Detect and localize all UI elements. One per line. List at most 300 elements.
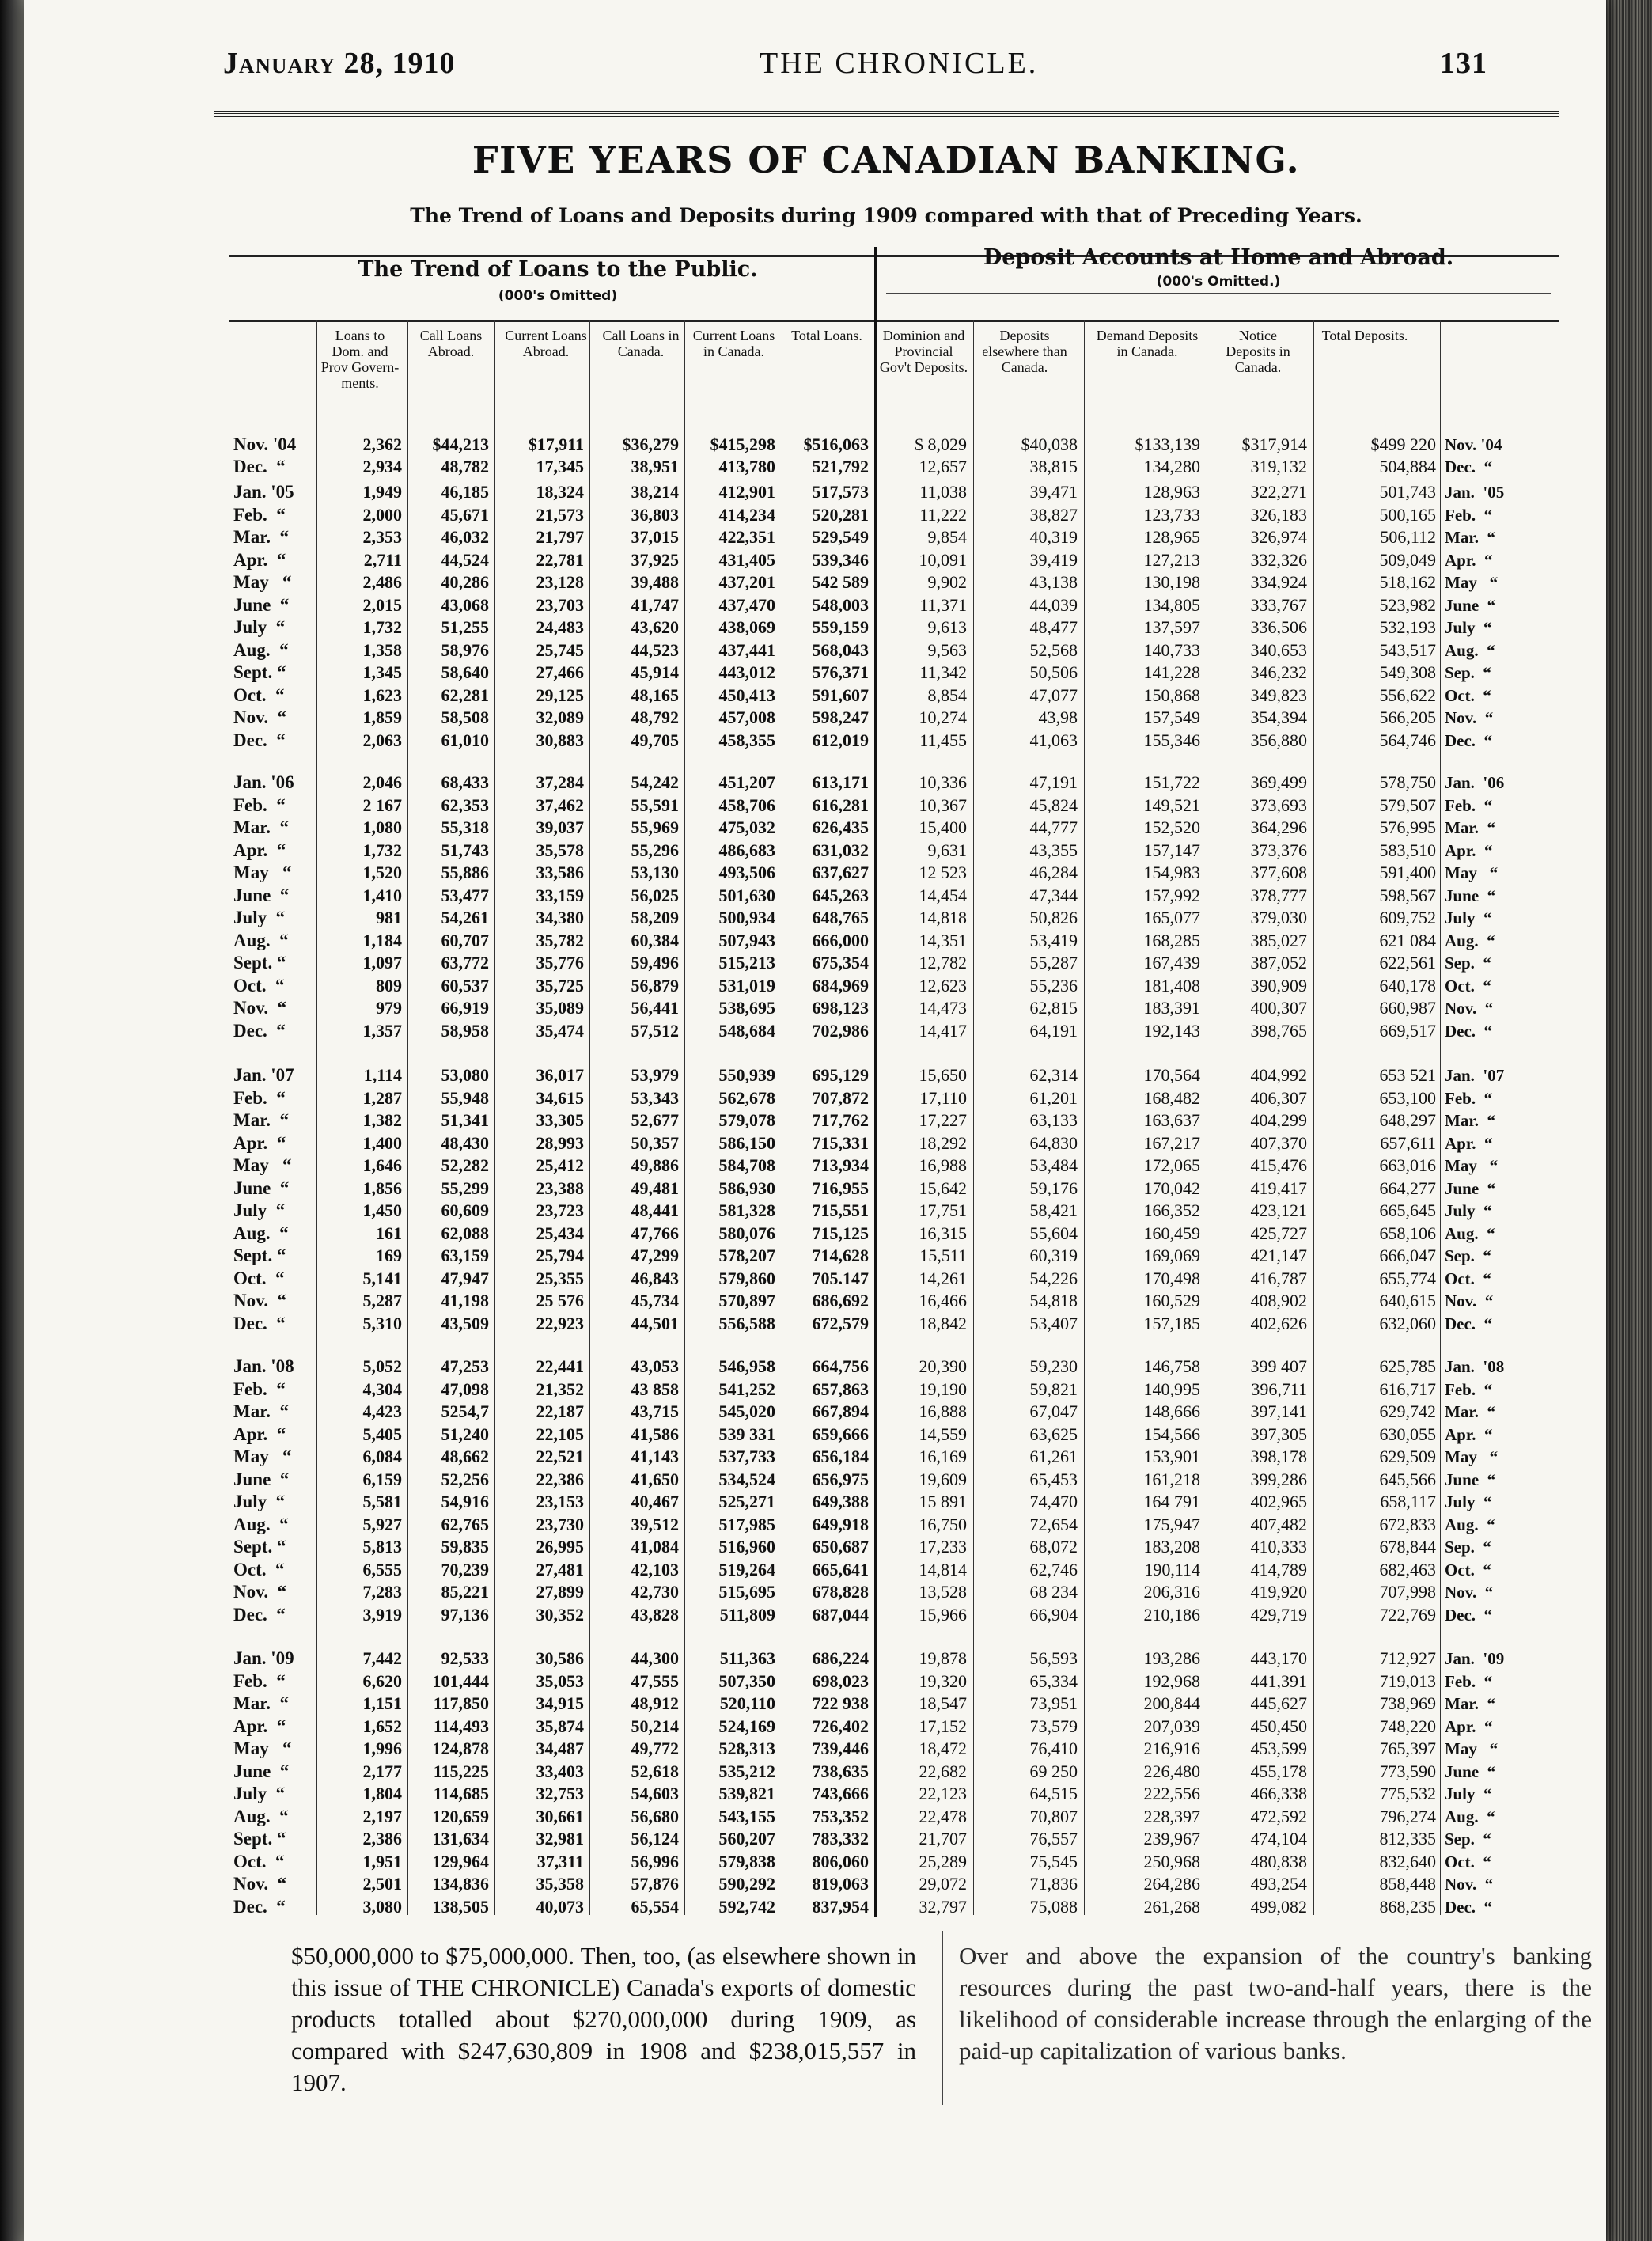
row-month-label: Jan. '09 [233,1648,294,1668]
loan-value-cell: 44,523 [631,639,679,660]
loan-value-cell: 54,603 [631,1784,679,1803]
table-row [24,1290,1606,1312]
loan-value-cell: 48,912 [631,1693,679,1713]
row-month-label-right: Apr. “ [1445,840,1493,860]
loan-value-cell: 695,129 [812,1065,869,1085]
header-rule [214,111,1559,117]
deposit-value-cell: 15,966 [919,1604,967,1625]
loan-value-cell: 515,695 [718,1582,775,1602]
deposit-value-cell: 149,521 [1143,794,1200,815]
deposit-value-cell: 43,138 [1029,572,1078,592]
row-month-label: Oct. “ [233,1559,285,1579]
loan-value-cell: $516,063 [803,434,869,454]
row-month-label: Nov. '04 [233,434,297,454]
row-month-label-right: Jan. '08 [1445,1357,1505,1376]
loan-value-cell: 21,352 [536,1378,584,1399]
deposit-value-cell: 14,417 [919,1020,967,1041]
loan-value-cell: 85,221 [441,1582,489,1602]
loan-value-cell: 131,634 [432,1829,489,1849]
loan-value-cell: 55,318 [441,817,489,837]
table-row [24,1806,1606,1828]
row-month-label: Dec. “ [233,1604,286,1625]
loan-value-cell: 57,512 [631,1020,679,1041]
loan-value-cell: 541,252 [718,1378,775,1399]
deposit-value-cell: 12,782 [919,953,967,973]
loan-value-cell: 39,512 [631,1514,679,1534]
deposit-value-cell: 390,909 [1250,975,1307,995]
loan-value-cell: 579,838 [718,1851,775,1871]
loan-value-cell: 115,225 [433,1761,489,1781]
row-month-label: June “ [233,1761,290,1781]
loan-value-cell: 48,441 [631,1200,679,1220]
loan-value-cell: 70,239 [441,1559,489,1579]
loan-value-cell: 1,287 [362,1087,402,1108]
deposit-value-cell: 625,785 [1379,1356,1436,1376]
loan-value-cell: 631,032 [812,840,869,860]
loan-value-cell: $415,298 [710,434,775,454]
deposit-value-cell: 18,472 [919,1739,967,1758]
deposit-value-cell: 53,407 [1029,1313,1078,1333]
deposit-value-cell: 369,499 [1250,772,1307,792]
loan-value-cell: 92,533 [441,1648,489,1668]
deposit-value-cell: 32,797 [919,1896,967,1917]
deposit-value-cell: 73,579 [1029,1716,1078,1736]
row-month-label: Aug. “ [233,1514,289,1534]
loan-value-cell: 50,357 [631,1132,679,1153]
table-row [24,952,1606,974]
table-row [24,1896,1606,1918]
deposit-value-cell: 76,557 [1029,1829,1078,1849]
loan-value-cell: 63,159 [441,1246,489,1265]
loan-value-cell: 41,747 [631,594,679,615]
deposit-value-cell: 10,274 [919,707,967,727]
loan-value-cell: 3,080 [362,1896,402,1917]
loan-value-cell: 457,008 [718,707,775,727]
deposit-value-cell: 11,371 [919,594,967,615]
deposit-value-cell: 71,836 [1029,1874,1078,1894]
row-month-label-right: June “ [1445,1469,1496,1489]
loan-value-cell: 47,253 [441,1356,489,1376]
deposit-value-cell: 200,844 [1143,1693,1200,1713]
loan-value-cell: 35,776 [536,953,584,973]
table-row [24,526,1606,548]
deposit-value-cell: 11,342 [919,662,967,682]
loan-value-cell: 36,017 [536,1065,584,1085]
deposit-value-cell: 16,888 [919,1401,967,1421]
loan-value-cell: 25,412 [536,1155,584,1175]
loan-value-cell: 458,706 [718,794,775,815]
loan-value-cell: 47,947 [441,1268,489,1288]
column-header: Dominion and Provincial Gov't Deposits. [879,328,968,375]
deposit-value-cell: 46,284 [1029,863,1078,882]
loan-value-cell: 97,136 [441,1604,489,1625]
deposit-value-cell: $40,038 [1021,434,1078,454]
deposit-value-cell: 17,751 [919,1200,967,1220]
deposit-value-cell: 14,559 [919,1424,967,1444]
loan-value-cell: 50,214 [631,1716,679,1736]
loan-value-cell: 521,792 [812,457,869,476]
deposit-value-cell: 579,507 [1379,794,1436,815]
deposit-value-cell: 66,904 [1029,1604,1078,1625]
loan-value-cell: 616,281 [812,794,869,815]
deposit-value-cell: 578,750 [1379,772,1436,792]
deposit-value-cell: 167,439 [1143,953,1200,973]
deposit-value-cell: 15,642 [919,1177,967,1198]
loan-value-cell: 53,979 [631,1065,679,1085]
loan-value-cell: 41,084 [631,1537,679,1557]
loan-value-cell: 716,955 [812,1177,869,1198]
deposit-value-cell: 707,998 [1379,1582,1436,1602]
deposit-value-cell: 63,625 [1029,1424,1078,1444]
loan-value-cell: 559,159 [812,617,869,637]
loan-value-cell: 507,350 [718,1670,775,1691]
loan-value-cell: 686,224 [812,1648,869,1668]
loan-value-cell: 161 [376,1223,402,1243]
deposit-value-cell: 168,285 [1143,930,1200,950]
deposit-value-cell: 660,987 [1379,998,1436,1018]
row-month-label-right: July “ [1445,1492,1492,1511]
deposit-value-cell: 8,854 [927,684,967,705]
table-row [24,1109,1606,1132]
loan-value-cell: 6,084 [362,1447,402,1466]
loan-value-cell: 47,098 [441,1378,489,1399]
deposit-value-cell: 655,774 [1379,1268,1436,1288]
deposit-value-cell: 48,477 [1029,617,1078,637]
loan-value-cell: 722 938 [812,1693,869,1713]
column-header-rule [229,320,1559,322]
deposit-value-cell: 402,965 [1250,1492,1307,1511]
loan-value-cell: 543,155 [718,1806,775,1826]
loan-value-cell: 507,943 [718,930,775,950]
loan-value-cell: 48,165 [631,684,679,705]
body-text-right: Over and above the expansion of the country's banking resources during the past two-and-half years, there is the likelihood of considerable increase through the enlarging of the paid-up capitalization of various banks. [959,1942,1592,2065]
loan-value-cell: 51,255 [441,617,489,637]
deposit-value-cell: 75,545 [1029,1851,1078,1871]
row-month-label: Sept. “ [233,1246,286,1265]
deposit-value-cell: 441,391 [1250,1670,1307,1691]
deposit-value-cell: 666,047 [1379,1246,1436,1265]
loan-value-cell: 22,441 [536,1356,584,1376]
deposit-value-cell: 68,072 [1029,1537,1078,1557]
loan-value-cell: 707,872 [812,1087,869,1108]
deposit-value-cell: 672,833 [1379,1514,1436,1534]
loan-value-cell: 579,078 [718,1110,775,1130]
deposit-value-cell: 137,597 [1143,617,1200,637]
loan-value-cell: 687,044 [812,1604,869,1625]
article-title: FIVE YEARS OF CANADIAN BANKING. [472,138,1301,181]
loan-value-cell: 101,444 [432,1670,489,1691]
deposit-value-cell: 399 407 [1250,1356,1307,1376]
deposit-value-cell: 583,510 [1379,840,1436,860]
table-row [24,1313,1606,1335]
row-month-label-right: July “ [1445,1784,1492,1803]
loan-value-cell: 25,794 [536,1246,584,1265]
deposit-value-cell: 416,787 [1250,1268,1307,1288]
loan-value-cell: 2,486 [362,572,402,592]
deposit-value-cell: 61,261 [1029,1447,1078,1466]
loan-value-cell: 25,355 [536,1268,584,1288]
loan-value-cell: 34,915 [536,1693,584,1713]
table-row [24,1693,1606,1715]
deposit-value-cell: 47,077 [1029,684,1078,705]
loan-value-cell: 33,586 [536,863,584,882]
loan-value-cell: 40,467 [631,1492,679,1511]
deposit-value-cell: 140,733 [1143,639,1200,660]
loan-value-cell: 22,781 [536,549,584,570]
loan-value-cell: 649,388 [812,1492,869,1511]
deposit-value-cell: $133,139 [1135,434,1200,454]
deposit-value-cell: 128,965 [1143,527,1200,547]
loan-value-cell: 666,000 [812,930,869,950]
table-row [24,1469,1606,1491]
row-month-label-right: June “ [1445,595,1496,615]
deposit-value-cell: 59,821 [1029,1378,1078,1399]
deposit-value-cell: 450,450 [1250,1716,1307,1736]
deposit-value-cell: 58,421 [1029,1200,1078,1220]
loan-value-cell: 35,474 [536,1020,584,1041]
loan-value-cell: 47,766 [631,1223,679,1243]
deposit-value-cell: 14,351 [919,930,967,950]
deposit-value-cell: 222,556 [1143,1784,1200,1803]
deposit-value-cell: 54,818 [1029,1291,1078,1310]
loan-value-cell: 743,666 [812,1784,869,1803]
row-month-label: Dec. “ [233,1313,286,1333]
loan-value-cell: 45,734 [631,1291,679,1310]
loan-value-cell: 717,762 [812,1110,869,1130]
deposit-value-cell: 543,517 [1379,639,1436,660]
article-subtitle: The Trend of Loans and Deposits during 1909 compared with that of Preceding Years. [410,204,1362,227]
row-month-label: Feb. “ [233,1087,286,1108]
loan-value-cell: 5,310 [362,1313,402,1333]
deposit-value-cell: 9,563 [927,639,967,660]
deposit-value-cell: 16,750 [919,1514,967,1534]
deposit-value-cell: 509,049 [1379,549,1436,570]
loan-value-cell: 517,985 [718,1514,775,1534]
loan-value-cell: 25 576 [536,1291,584,1310]
loan-value-cell: 32,981 [536,1829,584,1849]
deposit-value-cell: 14,473 [919,998,967,1018]
deposit-value-cell: 152,520 [1143,817,1200,837]
deposit-value-cell: 52,568 [1029,639,1078,660]
deposit-value-cell: 163,637 [1143,1110,1200,1130]
loan-value-cell: 114,493 [433,1716,489,1736]
deposit-value-cell: 65,453 [1029,1469,1078,1489]
table-row [24,1828,1606,1850]
deposit-value-cell: 62,815 [1029,998,1078,1018]
loan-value-cell: 35,089 [536,998,584,1018]
row-month-label-right: Apr. “ [1445,550,1493,570]
loan-value-cell: 579,860 [718,1268,775,1288]
loan-value-cell: 54,242 [631,772,679,792]
row-month-label-right: Mar. “ [1445,1402,1495,1421]
loan-value-cell: 35,874 [536,1716,584,1736]
loan-value-cell: 46,185 [441,482,489,502]
loan-value-cell: 5,813 [362,1537,402,1557]
deposit-value-cell: 19,190 [919,1378,967,1399]
loan-value-cell: 1,859 [362,707,402,727]
deposit-value-cell: 712,927 [1379,1648,1436,1668]
loan-value-cell: 2,353 [362,527,402,547]
loan-value-cell: 2,501 [362,1874,402,1894]
deposit-value-cell: 146,758 [1143,1356,1200,1376]
deposit-value-cell: 228,397 [1143,1806,1200,1826]
loan-value-cell: 819,063 [812,1874,869,1894]
loan-value-cell: 62,765 [441,1514,489,1534]
deposit-value-cell: 250,968 [1143,1851,1200,1871]
loan-value-cell: 539,821 [718,1784,775,1803]
deposit-value-cell: 38,815 [1029,457,1078,476]
loan-value-cell: 55,591 [631,794,679,815]
deposit-value-cell: 45,824 [1029,794,1078,815]
loan-value-cell: 2,197 [362,1806,402,1826]
deposit-value-cell: 775,532 [1379,1784,1436,1803]
loan-value-cell: 538,695 [718,998,775,1018]
loan-value-cell: 450,413 [718,684,775,705]
loan-value-cell: 1,623 [362,684,402,705]
loan-value-cell: 705.147 [812,1268,869,1288]
loan-value-cell: 61,010 [441,730,489,750]
deposit-value-cell: 400,307 [1250,998,1307,1018]
loan-value-cell: 56,025 [631,885,679,905]
row-month-label-right: Sep. “ [1445,663,1491,682]
deposit-value-cell: 622,561 [1379,953,1436,973]
loan-value-cell: 715,125 [812,1223,869,1243]
row-month-label: Feb. “ [233,1378,286,1399]
deposit-value-cell: 181,408 [1143,975,1200,995]
loan-value-cell: 114,685 [433,1784,489,1803]
loan-value-cell: 520,281 [812,504,869,525]
deposit-value-cell: 50,506 [1029,662,1078,682]
deposit-value-cell: 127,213 [1143,549,1200,570]
loan-value-cell: $17,911 [528,434,584,454]
loan-value-cell: 27,466 [536,662,584,682]
deposit-value-cell: 407,482 [1250,1514,1307,1534]
loan-value-cell: 1,646 [362,1155,402,1175]
deposit-value-cell: 356,880 [1250,730,1307,750]
loan-value-cell: 58,958 [441,1020,489,1041]
deposit-value-cell: 64,830 [1029,1132,1078,1153]
table-row [24,1851,1606,1873]
deposit-value-cell: 402,626 [1250,1313,1307,1333]
row-month-label-right: Dec. “ [1445,730,1493,750]
row-month-label-right: Apr. “ [1445,1424,1493,1444]
header-date: January 28, 1910 [223,47,456,80]
loan-value-cell: 39,488 [631,572,679,592]
table-row [24,504,1606,526]
row-month-label-right: June “ [1445,1761,1496,1781]
loan-value-cell: 458,355 [718,730,775,750]
deposit-value-cell: 832,640 [1379,1851,1436,1871]
deposit-value-cell: 22,478 [919,1806,967,1826]
deposit-value-cell: 183,208 [1143,1537,1200,1557]
deposit-value-cell: 773,590 [1379,1761,1436,1781]
loan-value-cell: 525,271 [718,1492,775,1511]
table-row [24,1064,1606,1086]
deposit-value-cell: 455,178 [1250,1761,1307,1781]
row-month-label: Oct. “ [233,684,285,705]
table-row [24,1155,1606,1177]
deposit-value-cell: 60,319 [1029,1246,1078,1265]
loan-value-cell: 584,708 [718,1155,775,1175]
loan-value-cell: 21,797 [536,527,584,547]
loan-value-cell: 519,264 [718,1559,775,1579]
deposit-value-cell: 333,767 [1250,594,1307,615]
row-month-label-right: May “ [1445,1739,1499,1758]
loan-value-cell: 27,899 [536,1582,584,1602]
loan-value-cell: 26,995 [536,1537,584,1557]
row-month-label-right: Mar. “ [1445,528,1495,547]
loan-value-cell: 539 331 [718,1424,775,1444]
table-row [24,817,1606,839]
row-month-label-right: Aug. “ [1445,1223,1495,1243]
loan-value-cell: 62,088 [441,1223,489,1243]
deposit-value-cell: 640,615 [1379,1291,1436,1310]
loan-value-cell: 40,073 [536,1896,584,1917]
deposit-value-cell: 598,567 [1379,885,1436,905]
column-header: Current Loans in Canada. [692,328,775,359]
deposit-value-cell: 22,682 [919,1761,967,1781]
table-row [24,1581,1606,1603]
deposit-value-cell: 425,727 [1250,1223,1307,1243]
deposit-value-cell: 16,466 [919,1291,967,1310]
deposit-value-cell: 22,123 [919,1784,967,1803]
loan-value-cell: 32,753 [536,1784,584,1803]
loan-value-cell: 30,883 [536,730,584,750]
table-row [24,662,1606,684]
column-header: Deposits elsewhere than Canada. [982,328,1067,375]
loan-value-cell: 698,123 [812,998,869,1018]
loan-value-cell: 665,641 [812,1559,869,1579]
deposit-value-cell: 523,982 [1379,594,1436,615]
loan-value-cell: 2,177 [362,1761,402,1781]
deposit-value-cell: 74,470 [1029,1492,1078,1511]
table-row [24,1761,1606,1783]
loan-value-cell: 5,287 [362,1291,402,1310]
row-month-label-right: Dec. “ [1445,457,1493,476]
deposit-value-cell: 346,232 [1250,662,1307,682]
loan-value-cell: 675,354 [812,953,869,973]
deposit-value-cell: 153,901 [1143,1447,1200,1466]
loan-value-cell: 33,403 [536,1761,584,1781]
loan-value-cell: 1,400 [362,1132,402,1153]
loan-value-cell: 43,828 [631,1604,679,1625]
loan-value-cell: 38,214 [631,482,679,502]
deposit-value-cell: 164 791 [1143,1492,1200,1511]
loan-value-cell: 5,052 [362,1356,402,1376]
loan-value-cell: 1,804 [362,1784,402,1803]
column-header: Total Loans. [791,328,862,343]
row-month-label-right: Nov. “ [1445,1291,1494,1310]
table-row [24,1783,1606,1805]
table-row [24,456,1606,478]
loan-value-cell: 598,247 [812,707,869,727]
table-row [24,907,1606,929]
loan-value-cell: 1,450 [362,1200,402,1220]
loan-value-cell: 2,934 [362,457,402,476]
loan-value-cell: 528,313 [718,1739,775,1758]
loan-value-cell: 56,996 [631,1851,679,1871]
loan-value-cell: 539,346 [812,549,869,570]
deposit-value-cell: 14,818 [919,908,967,927]
loan-value-cell: 562,678 [718,1087,775,1108]
deposit-value-cell: 157,147 [1143,840,1200,860]
table-row [24,1245,1606,1267]
deposit-value-cell: 47,344 [1029,885,1078,905]
deposit-value-cell: 645,566 [1379,1469,1436,1489]
row-month-label: Oct. “ [233,975,285,995]
table-row [24,1491,1606,1513]
loan-value-cell: 412,901 [718,482,775,502]
